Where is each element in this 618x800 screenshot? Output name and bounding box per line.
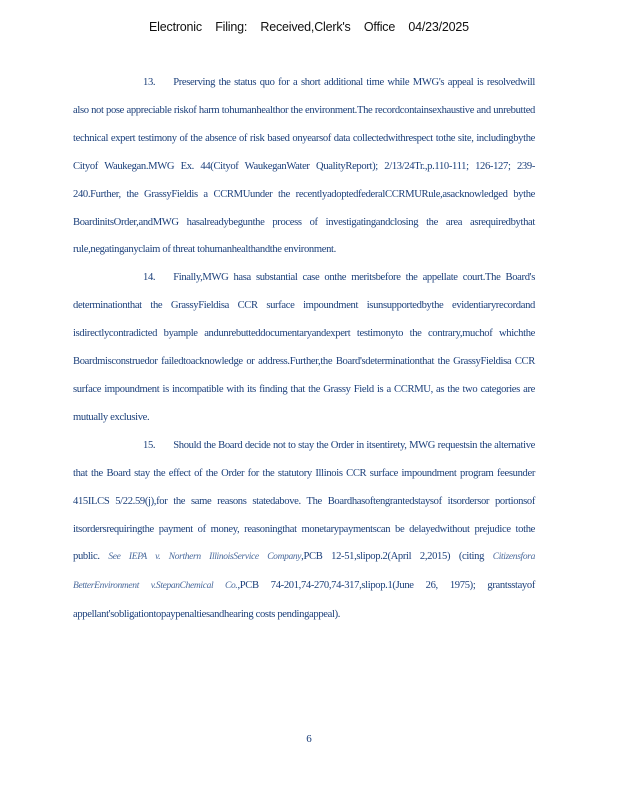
paragraph-text: Should the Board decide not to stay the Order in itsentirety, MWG requestsin the alternative that the Board stay the effect of the Order for the statutory Illinois CCR surface impoundment program feesunder 415ILCS 5/22.59(j),for the same reasons statedabove. The Boardhasoftengrantedstaysof itsordersor portionsof itsordersrequiringthe payment of money, reasoningthat monetarypaymentscan be delayedwithout prejudice tothe public.	[73, 439, 535, 563]
electronic-filing-header: Electronic Filing: Received,Clerk's Office 04/23/2025	[149, 20, 469, 34]
document-body	[73, 69, 535, 629]
paragraph-14	[73, 264, 535, 431]
paragraph-text: Finally,MWG hasa substantial case onthe meritsbefore the appellate court.The Board's determinationthat the GrassyFieldisa CCR surface impoundment isunsupportedbythe evidentiaryrecordand isdirectlycontradicted byample andunrebutteddocumentaryandexpert testimonyto the contrary,muchof whichthe Boardmisconstruedor failedtoacknowledge or address.Further,the Board'sdeterminationthat the GrassyFieldisa CCR surface impoundment is incompatible with its finding that the Grassy Field is a CCRMU, as the two categories are mutually exclusive.	[73, 272, 535, 423]
paragraph-number: 14.	[143, 272, 156, 284]
citation-text: ,PCB 74-201,74-270,74-317,slipop.1(June 26, 1975); grantsstayof appellant'sobligationtopaypenaltiesandhearing costs pendingappeal).	[73, 580, 536, 621]
case-citation: Citizensfora BetterEnvironment v.StepanChemical Co.	[73, 552, 535, 592]
paragraph-number: 15.	[143, 439, 156, 451]
citation-text: ,PCB 12-51,slipop.2(April 2,2015) (citing	[301, 551, 485, 563]
paragraph-number: 13.	[143, 77, 156, 88]
case-citation: See IEPA v. Northern IllinoisService Company	[108, 552, 302, 563]
paragraph-text: Preserving the status quo for a short additional time while MWG's appeal is resolvedwill also not pose appreciable riskof harm tohumanhealthor the environment.The recordcontainsexhaustive and unrebutted technical expert testimony of the absence of risk based onyearsof data collectedwithrespect tothe site, includingbythe Cityof Waukegan.MWG Ex. 44(Cityof WaukeganWater QualityReport); 2/13/24Tr.,p.110-111; 126-127; 239-240.Further, the GrassyFieldis a CCRMUunder the recentlyadoptedfederalCCRMURule,asacknowledged bythe BoardinitsOrder,andMWG hasalreadybegunthe process of investigatingandclosing the area asrequiredbythat rule,negatinganyclaim of threat tohumanhealthandthe environment.	[73, 77, 535, 256]
page-number: 6	[306, 733, 312, 745]
paragraph-15	[73, 432, 535, 629]
paragraph-13	[73, 69, 535, 264]
